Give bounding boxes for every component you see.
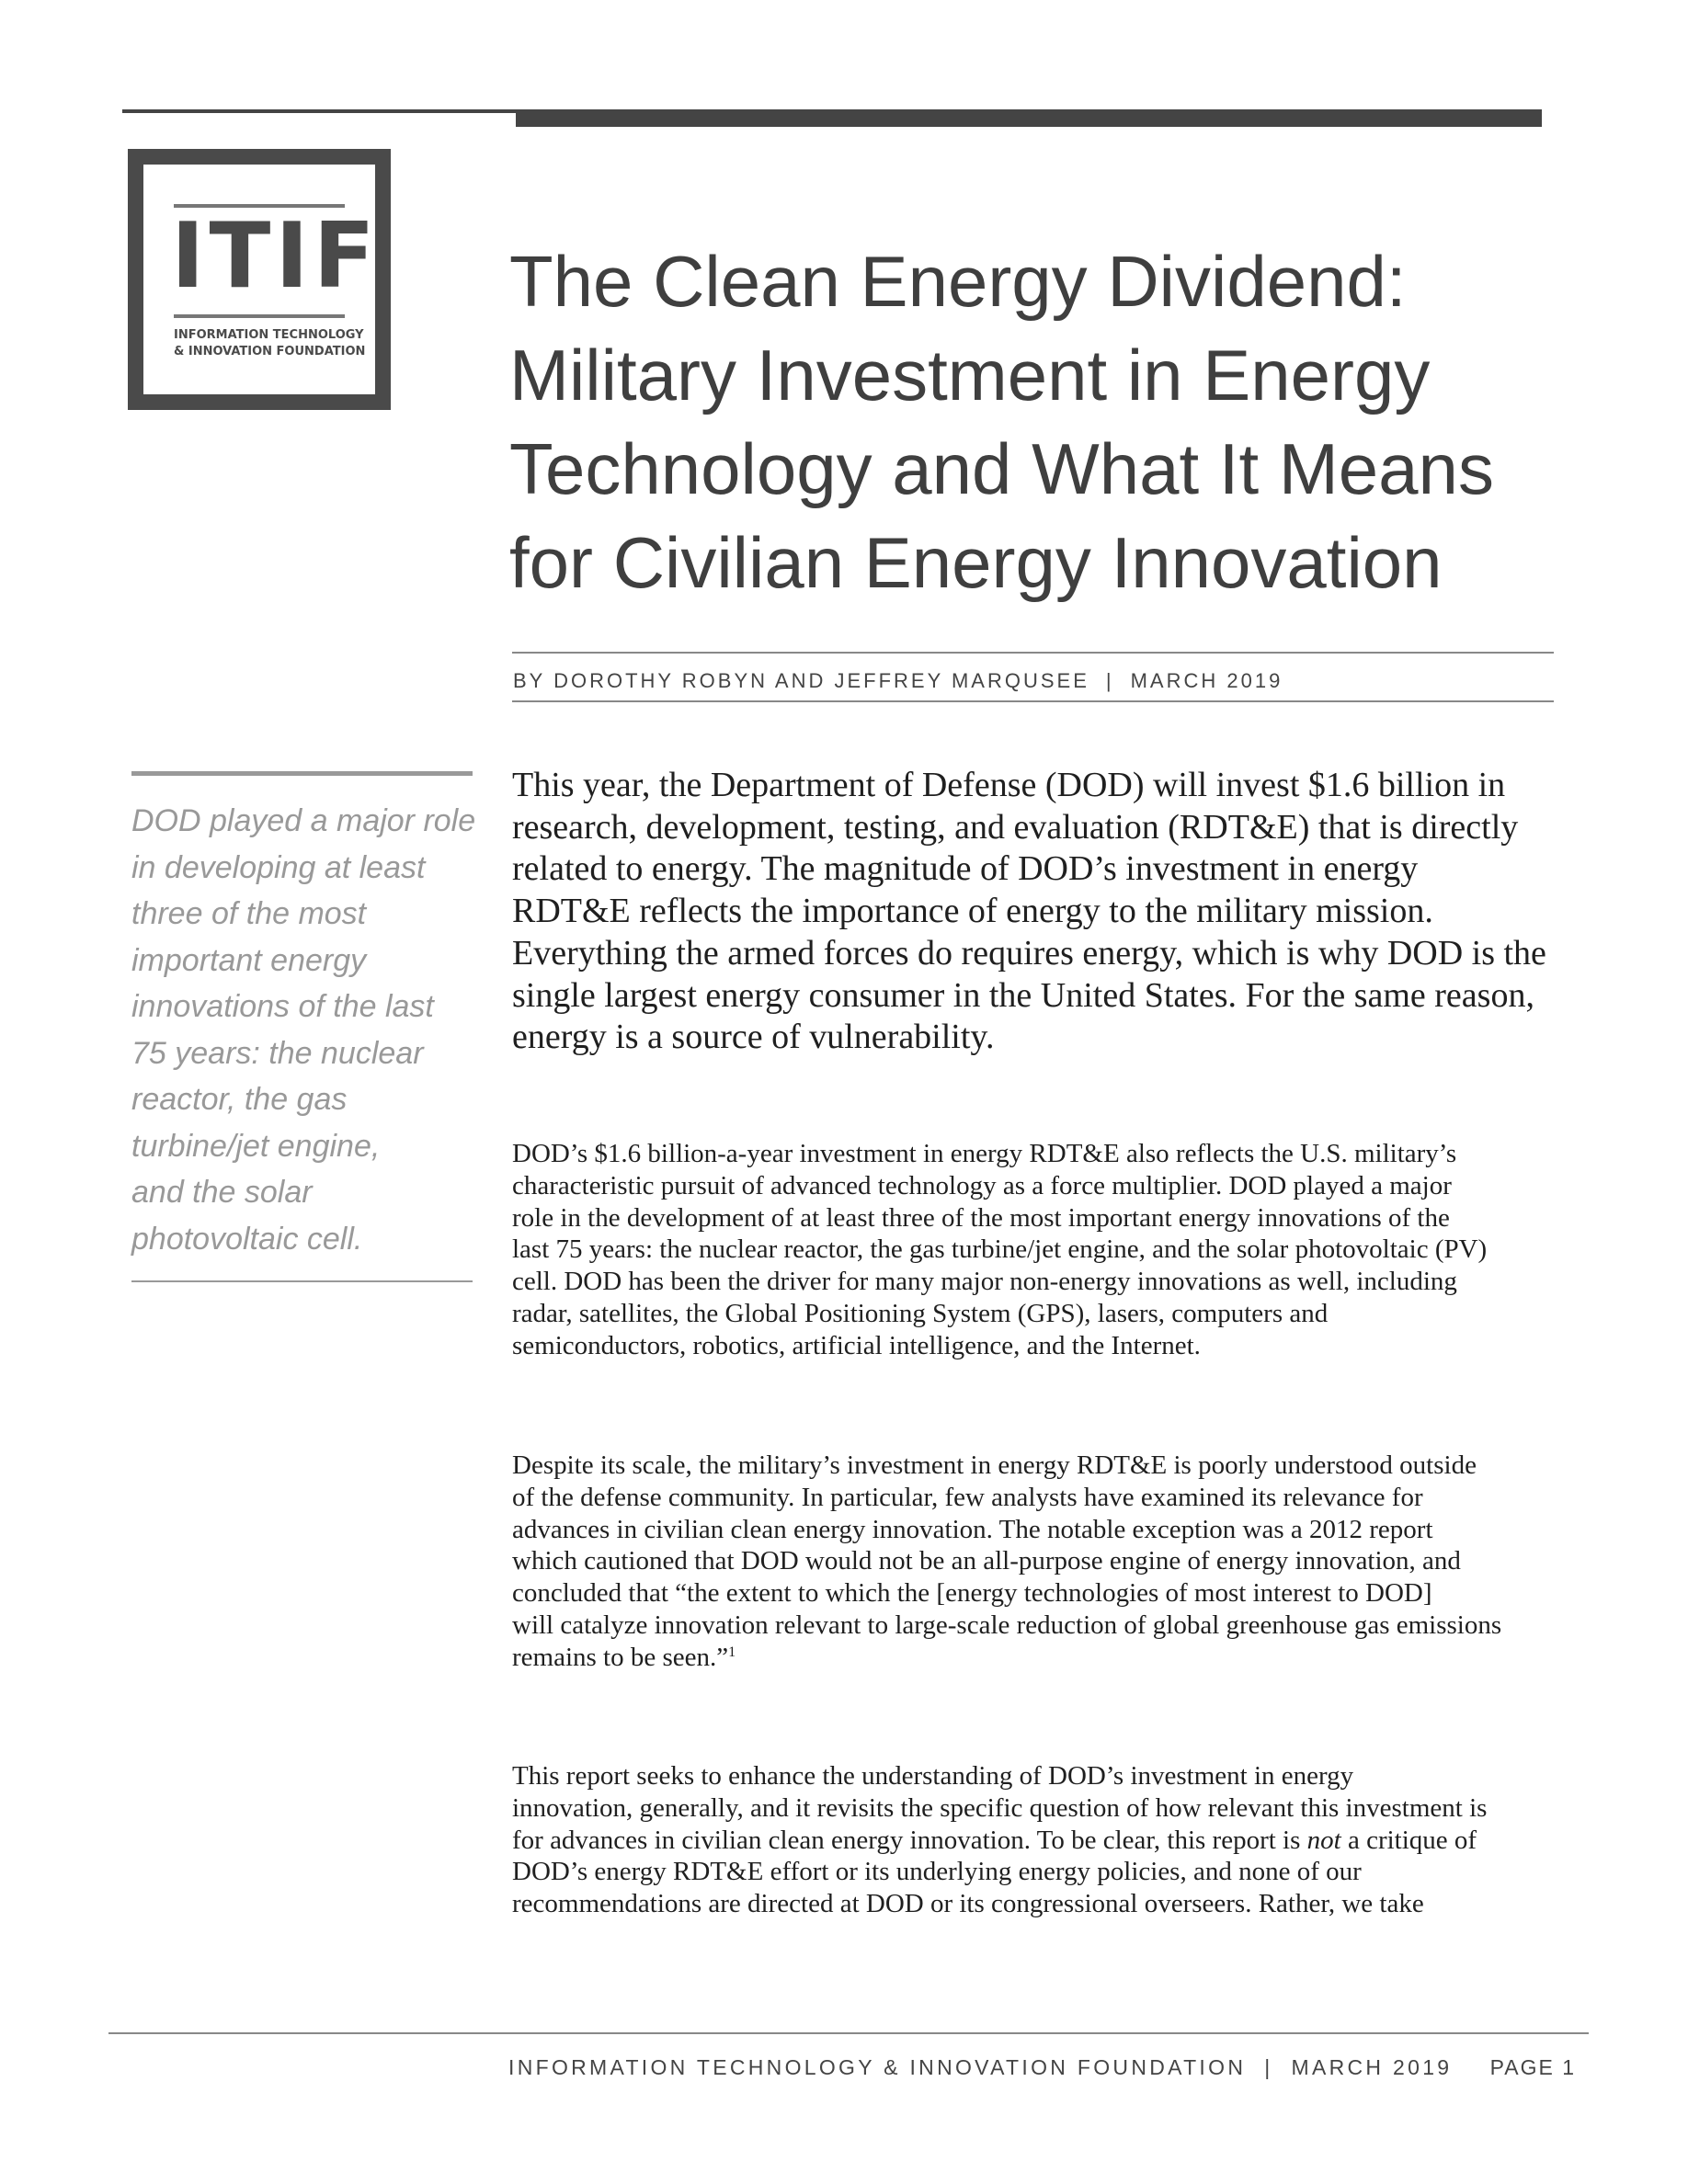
pull-quote-line: three of the most	[131, 896, 367, 931]
paragraph-line: Despite its scale, the military’s investment in energy RDT&E is poorly understood outside	[512, 1450, 1477, 1480]
pull-quote-rule-top	[131, 771, 473, 776]
byline-rule-bottom	[512, 700, 1554, 702]
top-rule-thick	[516, 109, 1542, 127]
paragraph-line: innovation, generally, and it revisits the specific question of how relevant this investment is	[512, 1792, 1488, 1823]
body-paragraph-2	[512, 1450, 1579, 1674]
top-rule-thin	[122, 109, 518, 113]
logo-mark: ITIF	[171, 204, 380, 309]
footer-rule	[108, 2032, 1589, 2034]
body-paragraph-1	[512, 1138, 1579, 1362]
paragraph-line: radar, satellites, the Global Positioning System (GPS), lasers, computers and	[512, 1298, 1329, 1328]
emphasis-not: not	[1306, 1825, 1341, 1855]
paragraph-line-text: for advances in civilian clean energy innovation. To be clear, this report is	[512, 1825, 1307, 1855]
paragraph-line: concluded that “the extent to which the [energy technologies of most interest to DOD]	[512, 1578, 1432, 1609]
pull-quote-line: innovations of the last	[131, 989, 434, 1024]
paragraph-line: characteristic pursuit of advanced technology as a force multiplier. DOD played a major	[512, 1170, 1452, 1200]
paragraph-line: DOD’s energy RDT&E effort or its underlying energy policies, and none of our	[512, 1857, 1362, 1887]
lead-line: Everything the armed forces do requires energy, which is why DOD is the	[512, 933, 1546, 973]
lead-paragraph	[512, 765, 1579, 1059]
paragraph-line: advances in civilian clean energy innovation. The notable exception was a 2012 report	[512, 1514, 1433, 1544]
paragraph-line: semiconductors, robotics, artificial intelligence, and the Internet.	[512, 1330, 1201, 1360]
report-title	[509, 234, 1567, 609]
lead-line: related to energy. The magnitude of DOD’s investment in energy	[512, 849, 1419, 889]
paragraph-line: cell. DOD has been the driver for many major non-energy innovations as well, including	[512, 1267, 1457, 1297]
body-paragraph-3	[512, 1760, 1579, 1920]
paragraph-line: DOD’s $1.6 billion-a-year investment in energy RDT&E also reflects the U.S. military’s	[512, 1139, 1457, 1168]
logo-line-1: INFORMATION TECHNOLOGY	[174, 328, 364, 342]
lead-line: energy is a source of vulnerability.	[512, 1018, 995, 1057]
pull-quote-line: 75 years: the nuclear	[131, 1035, 424, 1071]
byline	[513, 669, 1283, 693]
byline-authors: BY DOROTHY ROBYN AND JEFFREY MARQUSEE	[513, 669, 1089, 692]
footer-org: INFORMATION TECHNOLOGY & INNOVATION FOUNDATION	[508, 2055, 1247, 2079]
title-line: Military Investment in Energy	[509, 335, 1431, 415]
paragraph-line: which cautioned that DOD would not be an all-purpose engine of energy innovation, and	[512, 1546, 1461, 1576]
paragraph-line: last 75 years: the nuclear reactor, the gas turbine/jet engine, and the solar photovoltaic (PV)	[512, 1234, 1488, 1265]
pull-quote-line: photovoltaic cell.	[131, 1221, 363, 1257]
byline-separator: |	[1105, 669, 1114, 692]
lead-line: This year, the Department of Defense (DOD) will invest $1.6 billion in	[512, 766, 1506, 804]
paragraph-line: will catalyze innovation relevant to large-scale reduction of global greenhouse gas emissions	[512, 1610, 1502, 1640]
footer-date: MARCH 2019	[1291, 2055, 1453, 2079]
byline-date: MARCH 2019	[1130, 669, 1283, 692]
pull-quote-line: DOD played a major role	[131, 803, 476, 838]
pull-quote-line: in developing at least	[131, 849, 426, 885]
pull-quote-line: and the solar	[131, 1175, 313, 1210]
footnote-ref-1[interactable]: 1	[728, 1644, 736, 1660]
paragraph-line: role in the development of at least three of the most important energy innovations of the	[512, 1202, 1450, 1233]
pull-quote	[131, 798, 490, 1262]
lead-line: single largest energy consumer in the United States. For the same reason,	[512, 975, 1534, 1015]
pull-quote-line: turbine/jet engine,	[131, 1128, 381, 1164]
paragraph-line	[512, 1825, 1579, 1857]
title-line: for Civilian Energy Innovation	[509, 522, 1443, 603]
title-line: The Clean Energy Dividend:	[509, 241, 1407, 322]
itif-logo	[128, 149, 391, 410]
paragraph-line: recommendations are directed at DOD or its congressional overseers. Rather, we take	[512, 1889, 1424, 1919]
pull-quote-line: important energy	[131, 942, 367, 978]
paragraph-line-text: a critique of	[1340, 1825, 1477, 1855]
page-number: PAGE 1	[1489, 2055, 1576, 2079]
logo-rule-bottom	[174, 314, 345, 318]
logo-line-2: & INNOVATION FOUNDATION	[174, 345, 366, 358]
footer-separator: |	[1264, 2055, 1273, 2079]
paragraph-line: This report seeks to enhance the understanding of DOD’s investment in energy	[512, 1761, 1354, 1791]
paragraph-line-text: remains to be seen.”	[512, 1642, 729, 1672]
paragraph-line: of the defense community. In particular, few analysts have examined its relevance for	[512, 1482, 1423, 1512]
byline-rule-top	[512, 652, 1554, 654]
title-line: Technology and What It Means	[509, 428, 1494, 509]
pull-quote-rule-bottom	[131, 1280, 473, 1282]
paragraph-line-last	[512, 1642, 1579, 1674]
footer	[508, 2055, 1452, 2080]
lead-line: RDT&E reflects the importance of energy to the military mission.	[512, 892, 1433, 931]
pull-quote-line: reactor, the gas	[131, 1082, 348, 1117]
lead-line: research, development, testing, and evaluation (RDT&E) that is directly	[512, 807, 1519, 847]
